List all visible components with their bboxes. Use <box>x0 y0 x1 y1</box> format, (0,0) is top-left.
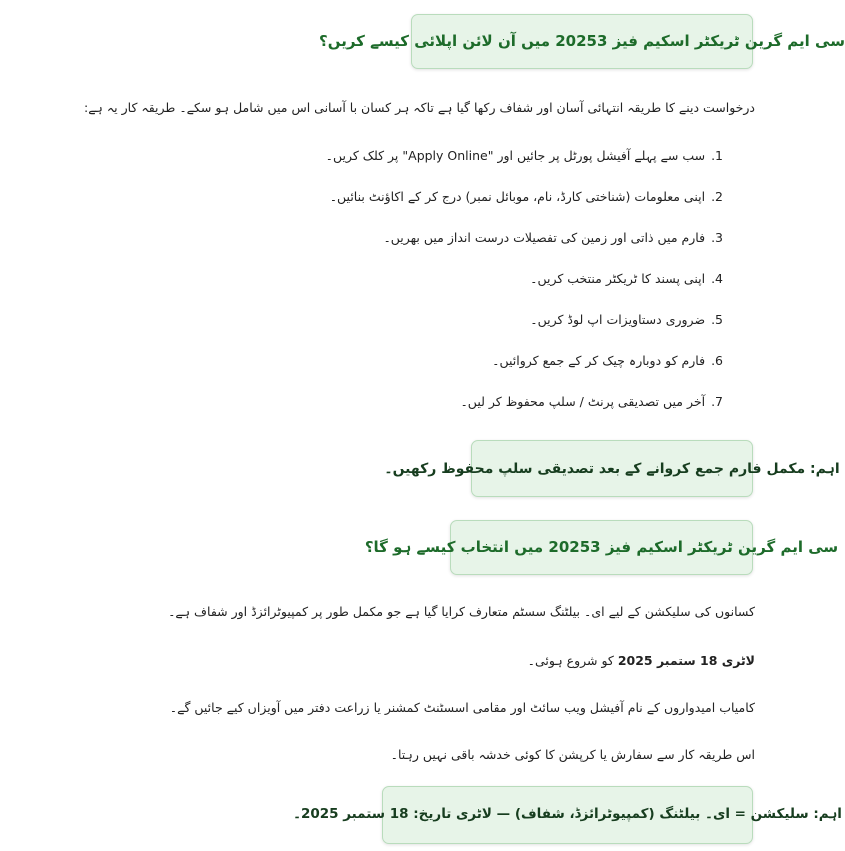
important-note-save-slip <box>384 440 840 497</box>
section-heading-selection-text: سی ایم گرین ٹریکٹر اسکیم فیز 20253 میں انتخاب کیسے ہو گا؟ <box>364 538 839 556</box>
important-note-selection <box>293 786 842 844</box>
list-item: 5.ضروری دستاویزات اپ لوڈ کریں۔ <box>530 312 723 327</box>
list-item: 2.اپنی معلومات (شناختی کارڈ، نام، موبائل نمبر) درج کر کے اکاؤنٹ بنائیں۔ <box>329 189 723 204</box>
list-item: 6.فارم کو دوبارہ چیک کر کے جمع کروائیں۔ <box>492 353 723 368</box>
selection-paragraph-eballoting: کسانوں کی سلیکشن کے لیے ای۔ بیلٹنگ سسٹم متعارف کرایا گیا ہے جو مکمل طور پر کمپیوٹرائزڈ اور شفاف ہے۔ <box>168 604 755 619</box>
section-heading-apply-online <box>319 14 845 69</box>
results-display-paragraph: کامیاب امیدواروں کے نام آفیشل ویب سائٹ اور مقامی اسسٹنٹ کمشنر یا زراعت دفتر میں آویزاں کیے جائیں گے۔ <box>169 700 755 715</box>
lottery-date-bold: لاٹری 18 ستمبر 2025 <box>617 653 755 668</box>
apply-steps-list <box>326 148 723 435</box>
no-corruption-paragraph: اس طریقہ کار سے سفارش یا کرپشن کا کوئی خدشہ باقی نہیں رہتا۔ <box>390 747 755 762</box>
apply-intro-paragraph: درخواست دینے کا طریقہ انتہائی آسان اور شفاف رکھا گیا ہے تاکہ ہر کسان با آسانی اس میں شامل ہو سکے۔ طریقہ کار یہ ہے: <box>84 100 755 115</box>
list-item: 1.سب سے پہلے آفیشل پورٹل پر جائیں اور "Apply Online" پر کلک کریں۔ <box>325 148 723 163</box>
important-note-save-slip-text: اہم: مکمل فارم جمع کروانے کے بعد تصدیقی سلپ محفوظ رکھیں۔ <box>384 460 840 477</box>
list-item: 4.اپنی پسند کا ٹریکٹر منتخب کریں۔ <box>530 271 723 286</box>
section-heading-apply-online-text: سی ایم گرین ٹریکٹر اسکیم فیز 20253 میں آن لائن اپلائی کیسے کریں؟ <box>319 32 845 50</box>
list-item: 7.آخر میں تصدیقی پرنٹ / سلپ محفوظ کر لیں۔ <box>460 394 723 409</box>
important-note-selection-text: اہم: سلیکشن = ای۔ بیلٹنگ (کمپیوٹرائزڈ، شفاف) — لاٹری تاریخ: 18 ستمبر 2025۔ <box>293 806 842 823</box>
lottery-date-paragraph <box>528 653 755 670</box>
section-heading-selection <box>364 520 839 575</box>
list-item: 3.فارم میں ذاتی اور زمین کی تفصیلات درست انداز میں بھریں۔ <box>383 230 723 245</box>
lottery-date-rest: کو شروع ہوئی۔ <box>527 653 618 668</box>
